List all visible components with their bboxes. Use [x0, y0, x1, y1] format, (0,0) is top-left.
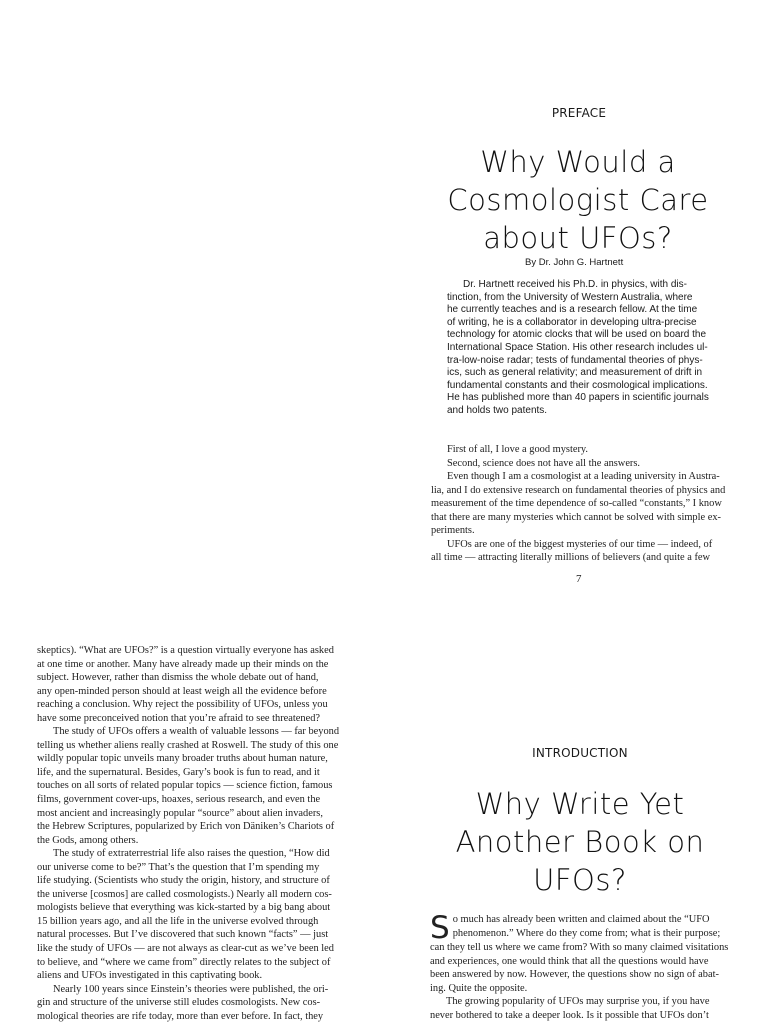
title-line: Another Book on [455, 825, 705, 859]
body-line: and experiences, one would think that all the questions would have [430, 955, 709, 967]
body-line: most ancient and increasingly popular “source” about alien invaders, [37, 807, 323, 819]
preface-continuation-body [37, 644, 343, 1023]
body-line: any open-minded person should at least weigh all the evidence before [37, 685, 327, 697]
body-line: life, and the supernatural. Besides, Gary’s book is fun to read, and it [37, 766, 320, 778]
body-line: life studying. (Scientists who study the origin, history, and structure of [37, 875, 330, 887]
body-line: o much has already been written and claimed about the “UFO [452, 914, 710, 925]
body-line: have some preconceived notion that you’re afraid to see threatened? [37, 712, 321, 724]
body-line: Second, science does not have all the answers. [447, 457, 641, 469]
body-line: The growing popularity of UFOs may surprise you, if you have [446, 996, 710, 1008]
body-line: wildly popular topic unveils many broader truths about human nature, [37, 753, 328, 765]
body-line: mological theories are rife today, more than ever before. In fact, they [37, 1010, 324, 1022]
byline: By Dr. John G. Hartnett [525, 257, 624, 268]
title-line: Cosmologist Care [447, 183, 709, 217]
body-line: lia, and I do extensive research on fundamental theories of physics and [431, 484, 726, 496]
author-bio [447, 279, 709, 418]
body-line: ing. Quite the opposite. [430, 982, 528, 994]
title-line: about UFOs? [483, 221, 673, 255]
title-line: Why Would a [480, 145, 676, 179]
title-line: UFOs? [533, 863, 627, 897]
body-line: the universe [cosmos] are called cosmologists.) Nearly all modern cos- [37, 888, 332, 900]
body-line: First of all, I love a good mystery. [447, 444, 589, 455]
bio-line: technology for atomic clocks that will be used on board the [447, 329, 707, 341]
bio-line: He has published more than 40 papers in scientific journals [447, 392, 709, 404]
body-line: Even though I am a cosmologist at a leading university in Austra- [447, 471, 720, 483]
body-line: UFOs are one of the biggest mysteries of our time — indeed, of [447, 538, 713, 550]
introduction-spread [0, 612, 768, 1024]
section-label: PREFACE [551, 106, 607, 120]
body-line: been answered by now. However, the questions show no sign of abat- [430, 969, 719, 981]
body-line: 15 billion years ago, and all the life in the universe evolved through [37, 915, 319, 927]
body-line: periments. [431, 525, 475, 537]
body-line: that there are many mysteries which cannot be solved with simple ex- [431, 511, 721, 523]
body-line: The study of extraterrestrial life also raises the question, “How did [53, 848, 330, 860]
body-line: gin and structure of the universe still eludes cosmologists. New cos- [37, 997, 321, 1009]
page-title [430, 143, 726, 257]
introduction-body [430, 910, 732, 1022]
body-line: aliens and UFOs investigated in this captivating book. [37, 970, 263, 982]
page-number: 7 [576, 573, 582, 585]
body-line: touches on all sorts of related popular topics — science fiction, famous [37, 780, 333, 792]
body-line: skeptics). “What are UFOs?” is a question virtually everyone has asked [37, 645, 334, 656]
body-line: the Gods, among others. [37, 834, 139, 846]
bio-line: and holds two patents. [447, 404, 548, 416]
body-line: mologists believe that everything was kick-started by a big bang about [37, 902, 331, 914]
body-line: subject. However, rather than dismiss the whole debate out of hand, [37, 672, 319, 684]
body-line: natural processes. But I’ve discovered that such known “facts” — just [37, 929, 329, 941]
body-line: films, government cover-ups, hoaxes, serious research, and even the [37, 794, 321, 806]
body-line: telling us whether aliens really crashed at Roswell. The study of this one [37, 739, 339, 751]
bio-line: tra-low-noise radar; tests of fundamental theories of phys- [447, 354, 703, 366]
bio-line: International Space Station. His other research includes ul- [447, 341, 708, 353]
page-title [428, 785, 732, 899]
body-line: at one time or another. Many have already made up their minds on the [37, 658, 329, 670]
body-line: reaching a conclusion. Why reject the possibility of UFOs, unless you [37, 699, 328, 711]
section-label: INTRODUCTION [532, 746, 628, 760]
body-line: Nearly 100 years since Einstein’s theories were published, the ori- [53, 983, 329, 995]
bio-line: Dr. Hartnett received his Ph.D. in physics, with dis- [463, 279, 687, 290]
body-line: measurement of the time dependence of so-called “constants,” I know [431, 498, 722, 510]
body-line: never bothered to take a deeper look. Is it possible that UFOs don’t [430, 1009, 709, 1021]
body-line: can they tell us where we came from? With so many claimed visitations [430, 942, 729, 953]
bio-line: he currently teaches and is a research fellow. At the time [447, 304, 698, 316]
body-line: The study of UFOs offers a wealth of valuable lessons — far beyond [53, 726, 340, 738]
body-line: our universe come to be?” That’s the question that I’m spending my [37, 861, 320, 873]
body-line: to believe, and “where we came from” directly relates to the subject of [37, 956, 331, 968]
title-line: Why Write Yet [475, 787, 685, 821]
body-line: the Hebrew Scriptures, popularized by Erich von Däniken’s Chariots of [37, 821, 335, 833]
bio-line: fundamental constants and their cosmological implications. [447, 379, 708, 391]
body-line: all time — attracting literally millions of believers (and quite a few [431, 552, 711, 564]
bio-line: of writing, he is a collaborator in developing ultra-precise [447, 316, 697, 328]
bio-line: ics, such as general relativity; and measurement of drift in [447, 367, 703, 379]
preface-body [431, 443, 731, 565]
bio-line: tinction, from the University of Western Australia, where [447, 291, 693, 303]
body-line: phenomenon.” Where do they come from; what is their purpose; [452, 927, 721, 939]
body-line: like the study of UFOs — are not always as clear-cut as we’ve been led [37, 943, 334, 955]
drop-cap: S [430, 910, 450, 946]
